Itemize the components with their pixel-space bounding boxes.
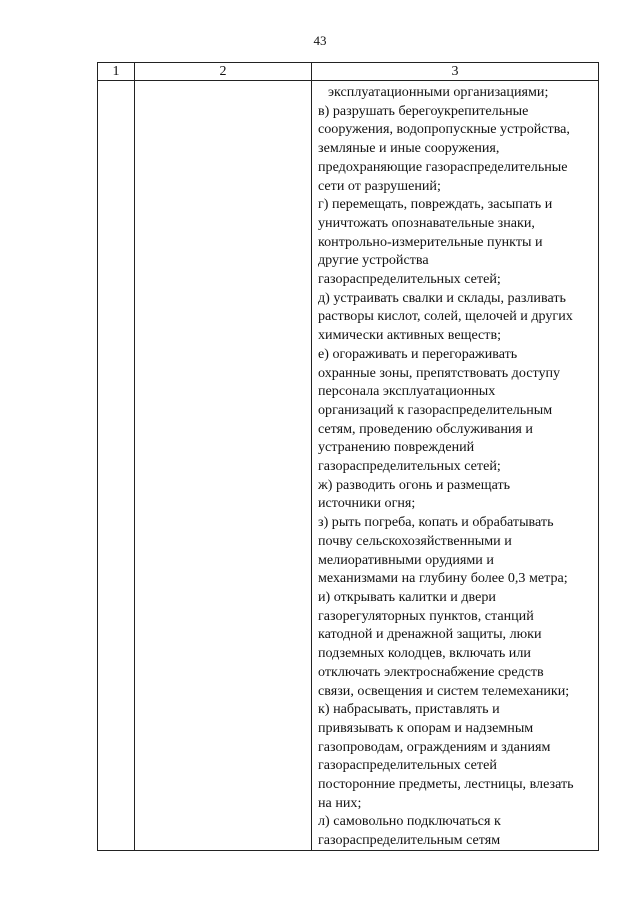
text-line: газораспределительным сетям xyxy=(318,832,501,849)
text-line: почву сельскохозяйственными и xyxy=(318,532,512,549)
text-line: е) огораживать и перегораживать xyxy=(318,345,518,362)
text-line: подземных колодцев, включать или xyxy=(318,645,531,662)
regulation-table xyxy=(97,62,599,851)
prohibitions-text xyxy=(312,81,598,850)
text-line: д) устраивать свалки и склады, разливать xyxy=(318,289,566,306)
text-line: контрольно-измерительные пункты и xyxy=(318,233,543,250)
text-line: механизмами на глубину более 0,3 метра; xyxy=(318,570,568,587)
text-line: ж) разводить огонь и размещать xyxy=(318,476,511,493)
text-line: другие устройства xyxy=(318,252,429,269)
text-line: и) открывать калитки и двери xyxy=(318,588,496,605)
text-line: охранные зоны, препятствовать доступу xyxy=(318,364,561,381)
column-header-3: 3 xyxy=(312,63,599,81)
text-line: л) самовольно подключаться к xyxy=(318,813,501,830)
text-line: к) набрасывать, приставлять и xyxy=(318,701,500,718)
text-line: персонала эксплуатационных xyxy=(318,383,496,400)
text-line: газорегуляторных пунктов, станций xyxy=(318,607,534,624)
text-line: привязывать к опорам и надземным xyxy=(318,719,534,736)
text-line: связи, освещения и систем телемеханики; xyxy=(318,682,570,699)
text-line: сооружения, водопропускные устройства, xyxy=(318,121,570,138)
text-line: з) рыть погреба, копать и обрабатывать xyxy=(318,514,554,531)
text-line: предохраняющие газораспределительные xyxy=(318,158,568,175)
column-2-cell xyxy=(135,81,312,851)
text-line: эксплуатационными организациями; xyxy=(328,84,549,100)
column-header-2: 2 xyxy=(135,63,312,81)
text-line: организаций к газораспределительным xyxy=(318,401,553,418)
text-line: устранению повреждений xyxy=(318,439,475,456)
text-line: в) разрушать берегоукрепительные xyxy=(318,102,529,119)
text-line: уничтожать опознавательные знаки, xyxy=(318,214,535,231)
text-line: на них; xyxy=(318,794,362,811)
text-line: катодной и дренажной защиты, люки xyxy=(318,626,542,643)
text-line: газораспределительных сетей xyxy=(318,757,497,774)
text-line: газораспределительных сетей; xyxy=(318,271,501,288)
text-line: растворы кислот, солей, щелочей и других xyxy=(318,308,573,325)
text-line: сетям, проведению обслуживания и xyxy=(318,420,533,437)
table-body-row xyxy=(98,81,599,851)
column-header-1: 1 xyxy=(98,63,135,81)
text-line: г) перемещать, повреждать, засыпать и xyxy=(318,196,553,213)
text-line: мелиоративными орудиями и xyxy=(318,551,494,568)
text-line: химически активных веществ; xyxy=(318,327,502,344)
page-number: 43 xyxy=(313,33,327,48)
text-line: посторонние предметы, лестницы, влезать xyxy=(318,776,574,793)
column-1-cell xyxy=(98,81,135,851)
text-line: газопроводам, ограждениям и зданиям xyxy=(318,738,551,755)
column-3-cell xyxy=(312,81,599,851)
text-line: источники огня; xyxy=(318,495,416,512)
text-line: земляные и иные сооружения, xyxy=(318,140,500,157)
table-header-row xyxy=(98,63,599,81)
text-line: отключать электроснабжение средств xyxy=(318,663,544,680)
text-line: газораспределительных сетей; xyxy=(318,458,501,475)
text-line: сети от разрушений; xyxy=(318,177,441,194)
